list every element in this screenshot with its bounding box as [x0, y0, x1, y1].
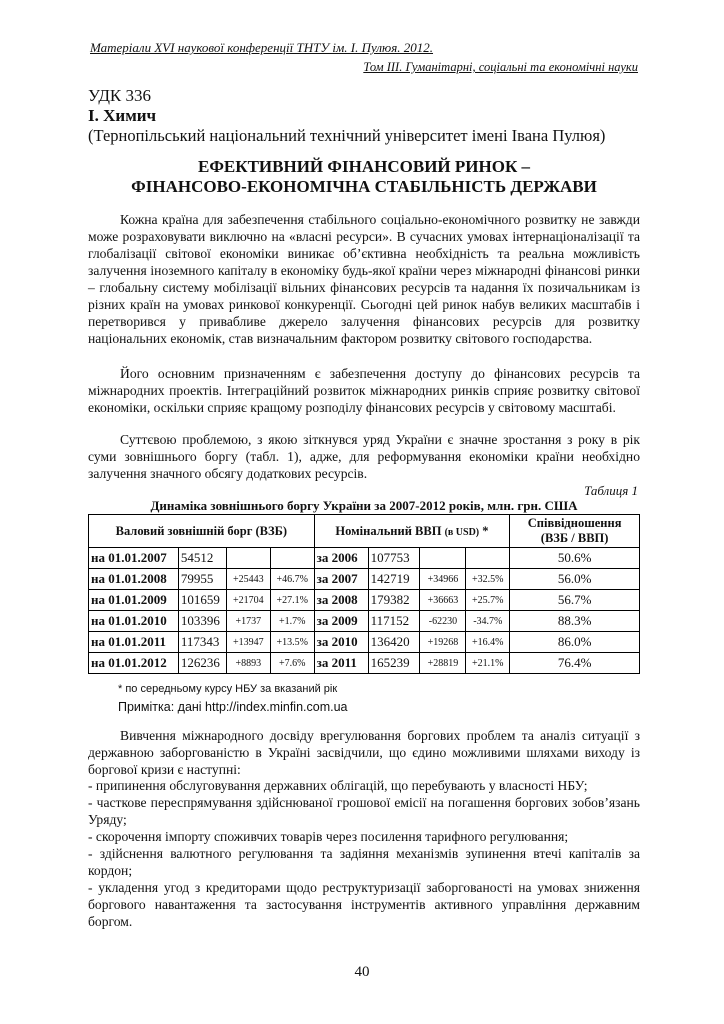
cell-ratio: 86.0% [510, 632, 640, 653]
cell-gdp-change: +19268 [420, 632, 466, 653]
header-gdp-unit: (в USD) [444, 526, 480, 538]
cell-date: на 01.01.2011 [89, 632, 179, 653]
cell-gdp-pct: +16.4% [466, 632, 510, 653]
cell-gdp-pct: -34.7% [466, 611, 510, 632]
page-number: 40 [354, 964, 370, 980]
table-row [89, 590, 640, 611]
cell-gdp: 165239 [368, 653, 420, 674]
table-row [89, 569, 640, 590]
table-source-note: Примітка: дані http://index.minfin.com.ua [118, 700, 348, 714]
cell-gdp-pct [466, 548, 510, 569]
cell-year: за 2006 [314, 548, 368, 569]
cell-debt-change [226, 548, 270, 569]
cell-ratio: 56.0% [510, 569, 640, 590]
cell-gdp-change: +34966 [420, 569, 466, 590]
article-title-line1: ЕФЕКТИВНИЙ ФІНАНСОВИЙ РИНОК – [197, 157, 531, 176]
table-title: Динаміка зовнішнього боргу України за 2007-2012 років, млн. грн. США [150, 498, 578, 513]
table-footnote: * по середньому курсу НБУ за вказаний рік [118, 683, 338, 695]
cell-debt: 101659 [178, 590, 226, 611]
header-gross-debt: Валовий зовнішній борг (ВЗБ) [89, 515, 315, 548]
cell-gdp-change: +36663 [420, 590, 466, 611]
cell-debt-pct: +1.7% [270, 611, 314, 632]
external-debt-table [88, 514, 640, 674]
header-nominal-gdp [314, 515, 510, 548]
table-row [89, 632, 640, 653]
list-item: - скорочення імпорту споживчих товарів через посилення тарифного регулювання; [88, 829, 569, 844]
cell-gdp-pct: +32.5% [466, 569, 510, 590]
table-caption: Таблиця 1 [584, 483, 638, 498]
cell-debt: 117343 [178, 632, 226, 653]
udk-code: УДК 336 [88, 86, 152, 105]
cell-debt-change: +8893 [226, 653, 270, 674]
cell-debt: 79955 [178, 569, 226, 590]
cell-debt-pct: +46.7% [270, 569, 314, 590]
list-item: - здійснення валютного регулювання та задіяння механізмів зупинення втечі капіталів за кордон; [88, 846, 640, 878]
cell-ratio: 76.4% [510, 653, 640, 674]
measures-list [88, 777, 640, 930]
cell-debt: 126236 [178, 653, 226, 674]
list-item: - часткове переспрямування здійснюваної грошової емісії на погашення боргових зобов’язань Уряду; [88, 795, 640, 827]
author-affiliation: (Тернопільський національний технічний університет імені Івана Пулюя) [88, 126, 606, 145]
cell-year: за 2007 [314, 569, 368, 590]
cell-debt-pct: +13.5% [270, 632, 314, 653]
table-row [89, 611, 640, 632]
cell-date: на 01.01.2012 [89, 653, 179, 674]
header-ratio [510, 515, 640, 548]
paragraph-1: Кожна країна для забезпечення стабільного соціально-економічного розвитку не завжди може розраховувати виключно на «власні ресурси». В сучасних умовах інтернаціоналізації та глобалізації світової економіки виникає об’єктивна необхідність та реальна можливість залучення іноземного капіталу в економіку будь-якої країни через міжнародні фінансові ринки – глобальну систему мобілізації вільних фінансових ресурсів та надання їх позичальникам із різних країн на умовах ринкової конкуренції. Сьогодні цей ринок набув великих масштабів і перетворився у привабливе джерело залучення фінансових ресурсів для розвитку національних економік, став визначальним фактором розвитку світового господарства. [88, 212, 640, 346]
cell-debt-change: +21704 [226, 590, 270, 611]
cell-date: на 01.01.2010 [89, 611, 179, 632]
table-row [89, 653, 640, 674]
cell-debt-pct [270, 548, 314, 569]
article-title-line2: ФІНАНСОВО-ЕКОНОМІЧНА СТАБІЛЬНІСТЬ ДЕРЖАВИ [131, 177, 597, 196]
cell-debt: 103396 [178, 611, 226, 632]
cell-gdp-change [420, 548, 466, 569]
cell-ratio: 88.3% [510, 611, 640, 632]
cell-year: за 2009 [314, 611, 368, 632]
running-header-conference: Матеріали XVI наукової конференції ТНТУ ім. І. Пулюя. 2012. [90, 40, 434, 55]
header-ratio-line1: Співвідношення [527, 516, 622, 530]
paragraph-4: Вивчення міжнародного досвіду врегулювання боргових проблем та аналіз ситуації з державною заборгованістю в Україні засвідчили, що єдино можливими шляхами виходу із боргової кризи є наступні: [88, 728, 640, 777]
cell-debt: 54512 [178, 548, 226, 569]
author-name: І. Химич [88, 106, 157, 125]
cell-gdp-change: +28819 [420, 653, 466, 674]
cell-year: за 2008 [314, 590, 368, 611]
running-header-volume: Том ІІІ. Гуманітарні, соціальні та економічні науки [363, 60, 638, 74]
cell-date: на 01.01.2009 [89, 590, 179, 611]
paragraph-3: Суттєвою проблемою, з якою зіткнувся уряд України є значне зростання з року в рік суми зовнішнього боргу (табл. 1), адже, для реформування економіки країни необхідно залучення значного обсягу додаткових ресурсів. [88, 432, 640, 481]
cell-gdp: 107753 [368, 548, 420, 569]
cell-debt-pct: +27.1% [270, 590, 314, 611]
table-header-row [89, 515, 640, 548]
cell-year: за 2010 [314, 632, 368, 653]
cell-gdp: 142719 [368, 569, 420, 590]
cell-debt-change: +25443 [226, 569, 270, 590]
cell-gdp-pct: +21.1% [466, 653, 510, 674]
cell-debt-change: +13947 [226, 632, 270, 653]
cell-ratio: 50.6% [510, 548, 640, 569]
paragraph-2: Його основним призначенням є забезпечення доступу до фінансових ресурсів та міжнародних проектів. Інтеграційний розвиток міжнародних ринків сприяє розвитку світової економіки, оскільки сприяє кращому розподілу фінансових ресурсів у світовому масштабі. [88, 366, 640, 415]
cell-date: на 01.01.2008 [89, 569, 179, 590]
list-item: - припинення обслуговування державних облігацій, що перебувають у власності НБУ; [88, 778, 588, 793]
cell-debt-change: +1737 [226, 611, 270, 632]
cell-gdp: 179382 [368, 590, 420, 611]
cell-gdp: 117152 [368, 611, 420, 632]
header-ratio-line2: (ВЗБ / ВВП) [540, 531, 609, 545]
table-row [89, 548, 640, 569]
cell-gdp-pct: +25.7% [466, 590, 510, 611]
cell-ratio: 56.7% [510, 590, 640, 611]
cell-gdp-change: -62230 [420, 611, 466, 632]
list-item: - укладення угод з кредиторами щодо реструктуризації заборгованості на умовах зниження боргового навантаження та застосування інструментів активного управління державним боргом. [88, 880, 640, 929]
cell-debt-pct: +7.6% [270, 653, 314, 674]
cell-gdp: 136420 [368, 632, 420, 653]
header-gdp-label: Номінальний ВВП [335, 523, 442, 538]
cell-year: за 2011 [314, 653, 368, 674]
header-gdp-footnote-mark: * [479, 523, 489, 538]
cell-date: на 01.01.2007 [89, 548, 179, 569]
